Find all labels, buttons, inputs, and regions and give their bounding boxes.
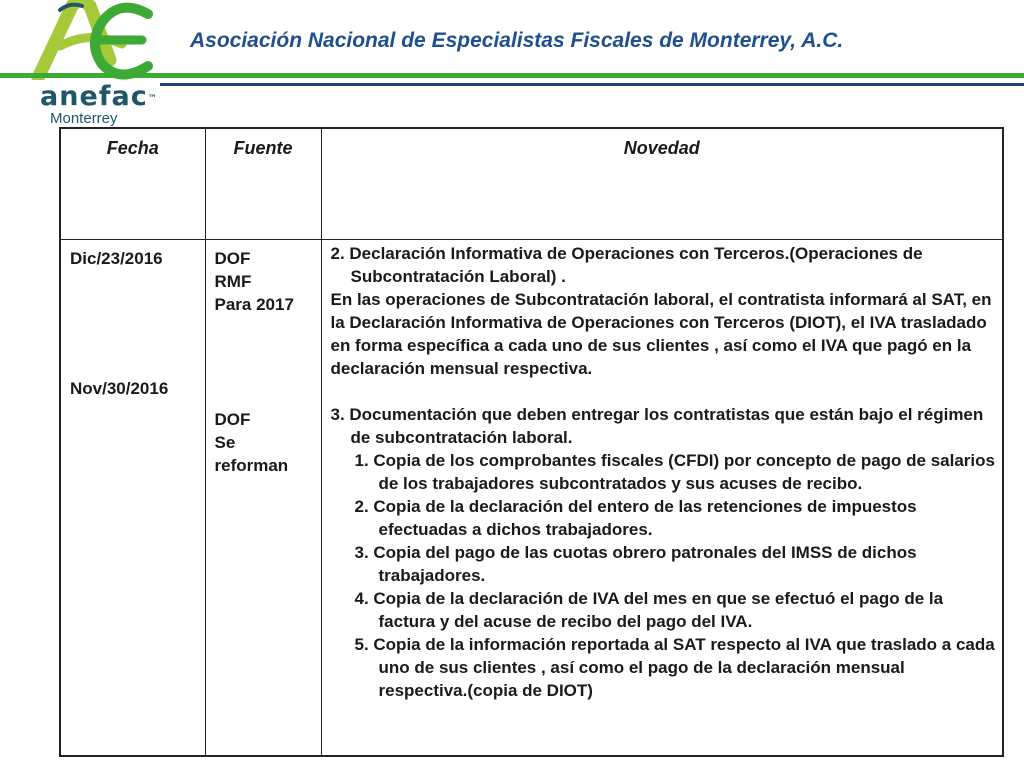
fuente-cell: [205, 240, 321, 757]
fuente-line: RMF: [214, 272, 252, 291]
item-3-subitem: 4. Copia de la declaración de IVA del mes en que se efectuó el pago de la factura y del acuse de recibo del pago del IVA.: [354, 589, 944, 631]
fuente-line: DOF: [214, 410, 251, 429]
item-2-title: 2. Declaración Informativa de Operaciones con Terceros.(Operaciones de Subcontratación Laboral) .: [330, 244, 923, 286]
brand-city: Monterrey: [50, 110, 118, 127]
col-header-fuente: Fuente: [205, 128, 321, 240]
table-header-row: [60, 128, 1003, 240]
item-2-body: En las operaciones de Subcontratación laboral, el contratista informará al SAT, en la Declaración Informativa de Operaciones con Terceros (DIOT), el IVA trasladado en forma específica a cada uno de sus clientes , así como el IVA que pagó en la declaración mensual respectiva.: [330, 290, 992, 378]
fuente-line: DOF: [214, 249, 251, 268]
col-header-fecha: Fecha: [60, 128, 205, 240]
item-3-subitem: 1. Copia de los comprobantes fiscales (CFDI) por concepto de pago de salarios de los trabajadores subcontratados y sus acuses de recibo.: [354, 451, 995, 493]
item-3-subitem: 5. Copia de la información reportada al SAT respecto al IVA que traslado a cada uno de sus clientes , así como el pago de la declaración mensual respectiva.(copia de DIOT): [354, 635, 995, 700]
item-3-subitem: 2. Copia de la declaración del entero de las retenciones de impuestos efectuadas a dichos trabajadores.: [354, 497, 917, 539]
news-table: [59, 127, 1004, 757]
table-row: [60, 240, 1003, 757]
navy-divider: [160, 83, 1024, 86]
col-header-novedad: Novedad: [321, 128, 1003, 240]
fecha-date: Nov/30/2016: [70, 379, 169, 398]
item-3-title: 3. Documentación que deben entregar los contratistas que están bajo el régimen de subcontratación laboral.: [330, 405, 984, 447]
novedad-cell: [321, 240, 1003, 757]
fuente-line: reforman: [214, 456, 289, 475]
green-divider: [0, 73, 1024, 78]
brand-block: [40, 83, 180, 127]
item-3-subitem: 3. Copia del pago de las cuotas obrero patronales del IMSS de dichos trabajadores.: [354, 543, 917, 585]
fuente-line: Se: [214, 433, 236, 452]
brand-name: anefac™: [40, 81, 158, 112]
org-title: Asociación Nacional de Especialistas Fiscales de Monterrey, A.C.: [190, 29, 844, 52]
fecha-date: Dic/23/2016: [70, 249, 163, 268]
anefac-logo-icon: [30, 0, 160, 80]
fecha-cell: [60, 240, 205, 757]
fuente-line: Para 2017: [214, 295, 294, 314]
